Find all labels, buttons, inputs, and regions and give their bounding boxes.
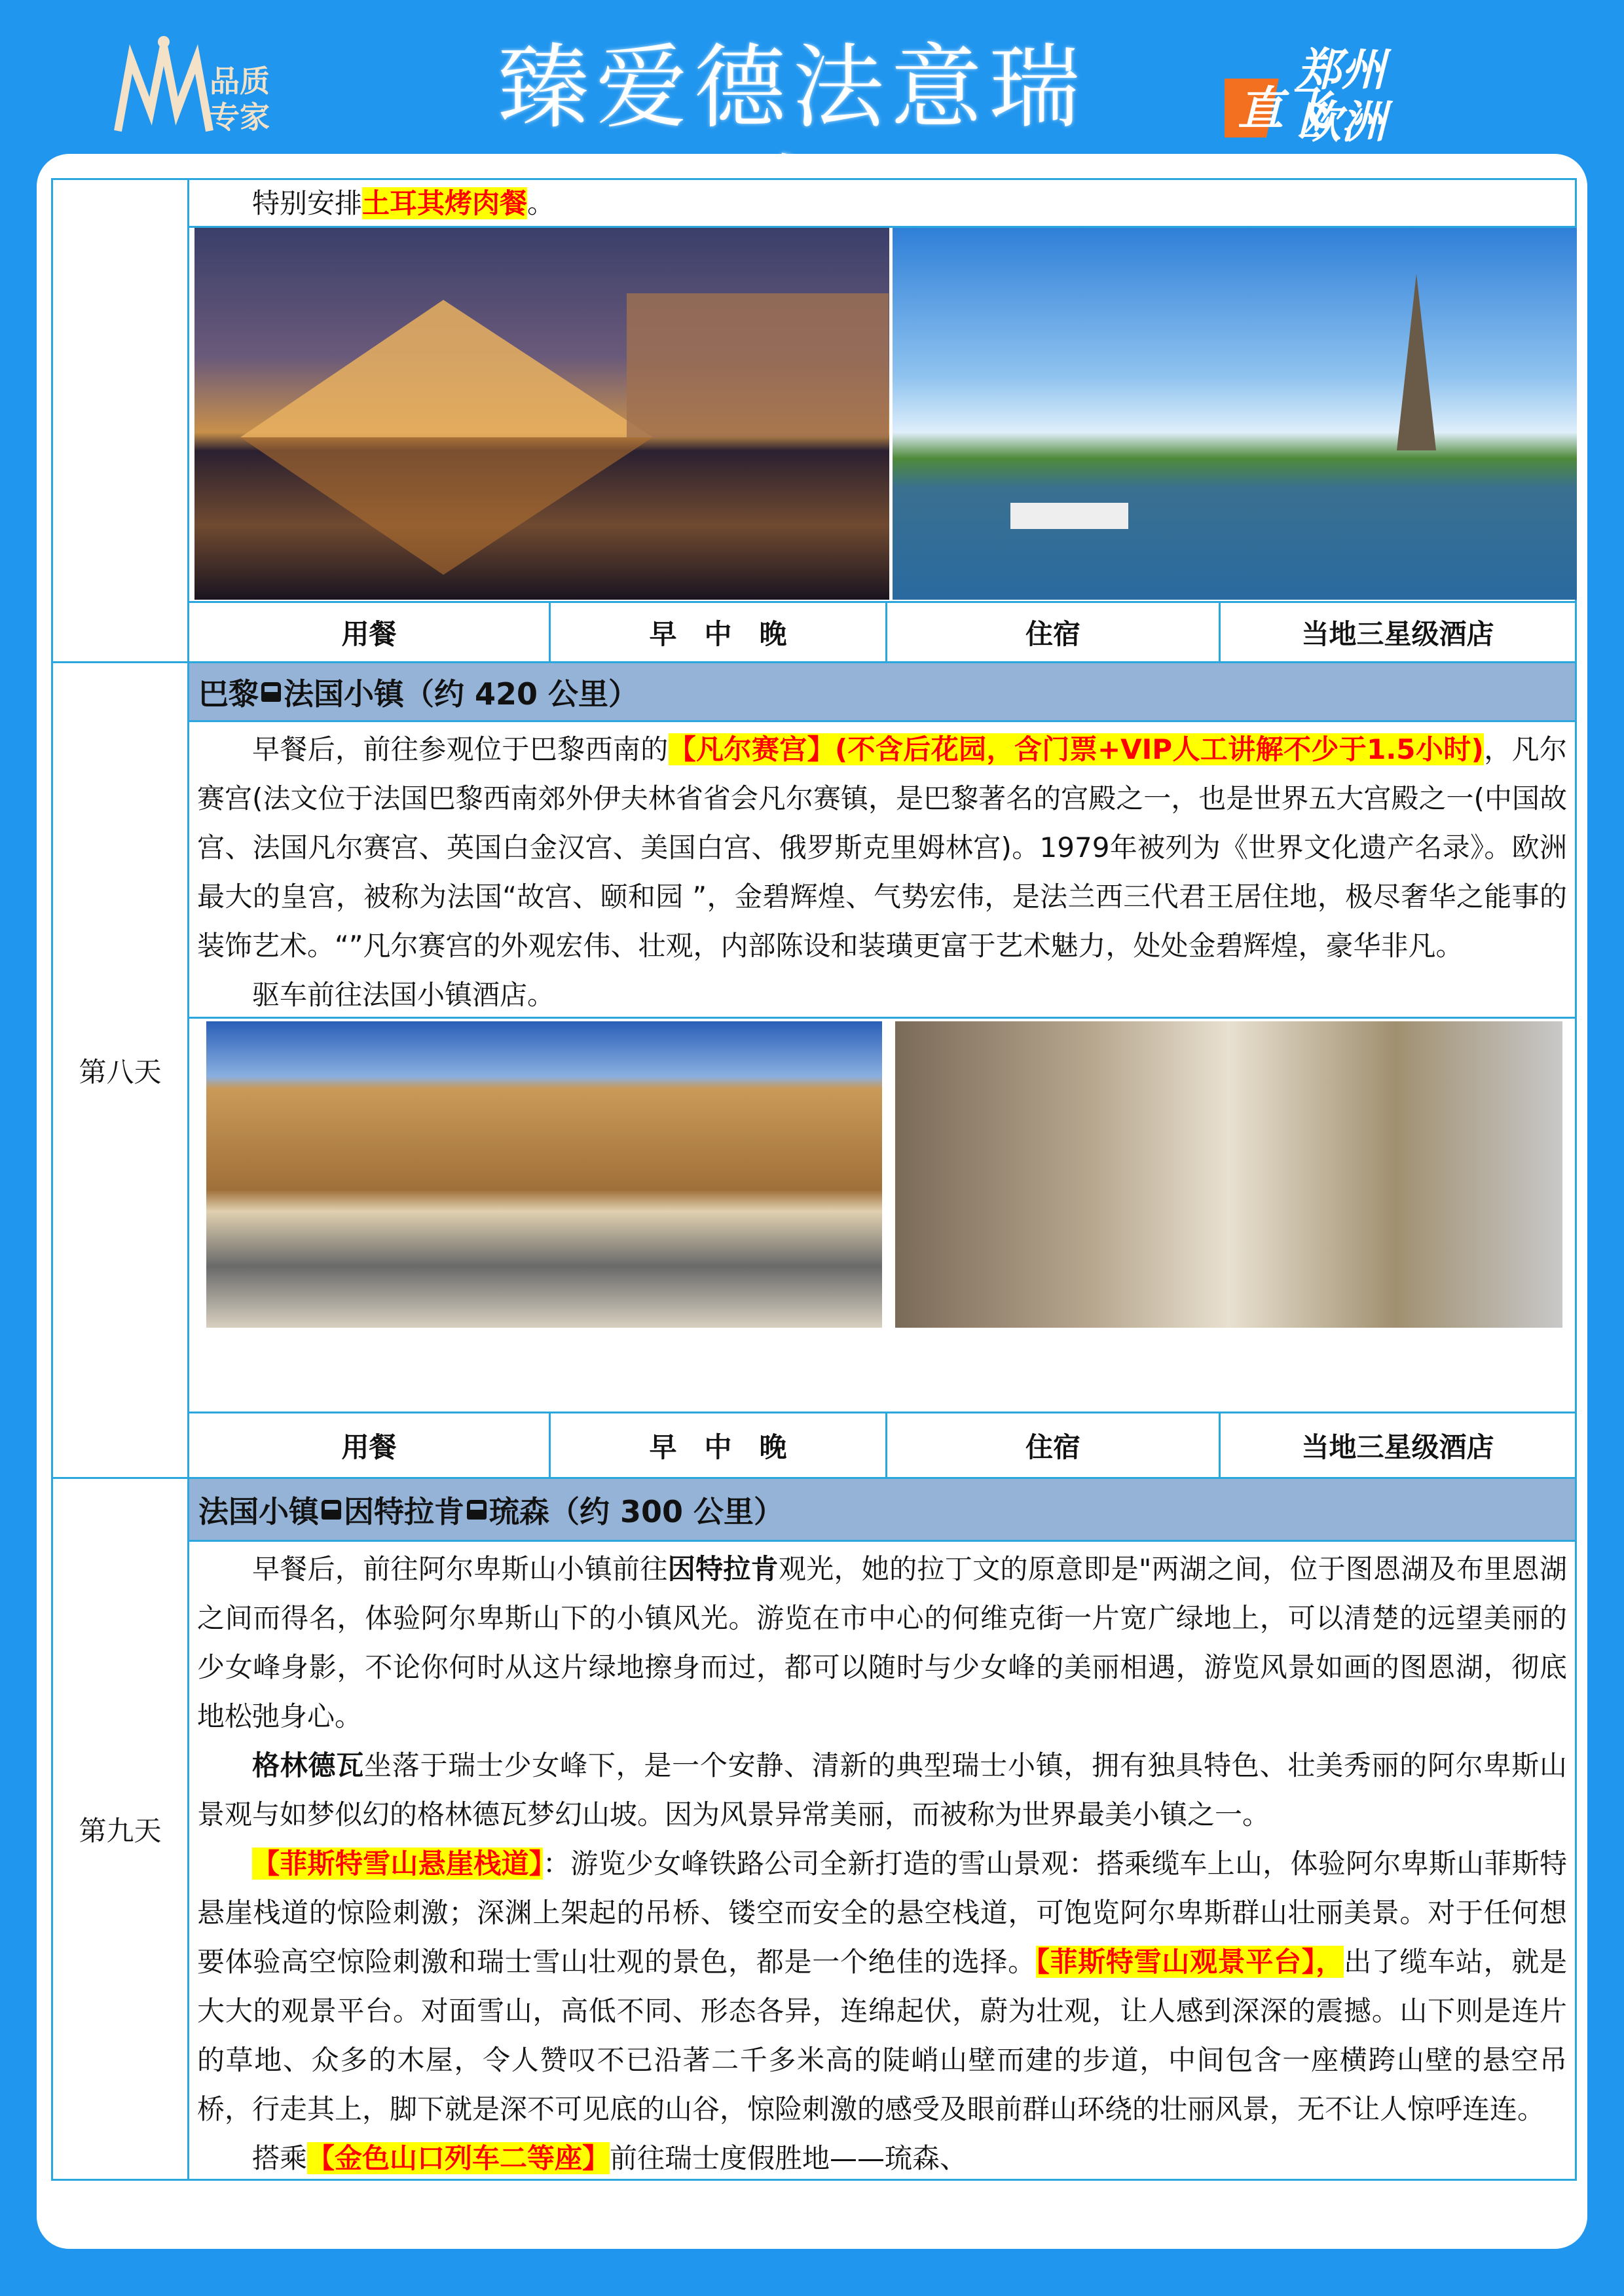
meals-label: 用餐 xyxy=(187,601,551,663)
day8-description xyxy=(187,720,1577,1019)
louvre-pyramid-photo xyxy=(194,228,889,600)
svg-text:直飞: 直飞 xyxy=(1238,82,1329,136)
page-title: 臻爱德法意瑞 xyxy=(497,35,1087,141)
desc-text: 观光，她的拉丁文的原意即是"两湖之间，位于图恩湖及布里恩湖之间而得名，体验阿尔卑斯山下的小镇风光。游览在市中心的何维克街一片宽广绿地上，可以清楚的远望美丽的少女峰身影，不论你何时从这片绿地擦身而过，都可以随时与少女峰的美丽相遇，游览风景如画的图恩湖，彻底地松弛身心。 xyxy=(197,1553,1567,1732)
desc-text: 坐落于瑞士少女峰下，是一个安静、清新的典型瑞士小镇，拥有独具特色、壮美秀丽的阿尔卑斯山景观与如梦似幻的格林德瓦梦幻山坡。因为风景异常美丽，而被称为世界最美小镇之一。 xyxy=(197,1749,1567,1831)
desc-hotel: 驱车前往法国小镇酒店。 xyxy=(252,979,555,1011)
versailles-palace-photo xyxy=(206,1021,882,1328)
stay-value: 当地三星级酒店 xyxy=(1219,601,1577,663)
brand-logo-left xyxy=(111,33,295,137)
desc-text: 前往瑞士度假胜地——琉森、 xyxy=(610,2142,968,2174)
highlight-meal: 土耳其烤肉餐 xyxy=(362,187,528,219)
crown-logo-icon xyxy=(111,33,295,137)
flight-logo-icon xyxy=(1225,26,1473,170)
route-origin: 法国小镇 xyxy=(198,1493,319,1529)
versailles-statue-photo xyxy=(895,1021,1562,1328)
desc-text: ：游览少女峰铁路公司全新打造的雪山景观：搭乘缆车上山，体验阿尔卑斯山菲斯特悬崖栈道的惊险刺激；深渊上架起的吊桥、镂空而安全的悬空栈道，可饱览阿尔卑斯群山壮丽美景。对于任何想要体验高空惊险刺激和瑞士雪山壮观的景色，都是一个绝佳的选择。 xyxy=(197,1848,1567,1978)
stay-label: 住宿 xyxy=(885,601,1221,663)
desc-text: 早餐后，前往阿尔卑斯山小镇前往 xyxy=(252,1553,668,1585)
stay-value: 当地三星级酒店 xyxy=(1219,1412,1577,1479)
highlight-first-viewing-platform: 【菲斯特雪山观景平台】， xyxy=(1035,1946,1344,1978)
highlight-golden-pass-train: 【金色山口列车二等座】 xyxy=(307,2142,610,2174)
desc-text: ，凡尔赛宫(法文位于法国巴黎西南郊外伊夫林省省会凡尔赛镇，是巴黎著名的宫殿之一，也是世界五大宫殿之一(中国故宫、法国凡尔赛宫、英国白金汉宫、美国白宫、俄罗斯克里姆林宫)。1979年被列为《世界文化遗产名录》。欧洲最大的皇宫，被称为法国“故宫、颐和园 ”，金碧辉煌、气势宏伟，是法兰西三代君王居住地，极尽奢华之能事的装饰艺术。“”凡尔赛宫的外观宏伟、壮观，内部陈设和装璜更富于艺术魅力，处处金碧辉煌，豪华非凡。 xyxy=(197,733,1567,962)
svg-text:品质: 品质 xyxy=(210,64,270,99)
day9-route-header xyxy=(187,1477,1577,1542)
eiffel-tower-seine-photo xyxy=(893,228,1577,600)
bus-icon xyxy=(261,682,281,702)
desc-text: 出了缆车站，就是大大的观景平台。对面雪山，高低不同、形态各异，连绵起伏，蔚为壮观，让人感到深深的震撼。山下则是连片的草地、众多的木屋，令人赞叹不已沿著二千多米高的陡峭山壁而建的步道，中间包含一座横跨山壁的悬空吊桥，行走其上，脚下就是深不可见底的山谷，惊险刺激的感受及眼前群山环绕的壮丽风景，无不让人惊呼连连。 xyxy=(197,1946,1567,2125)
bold-interlaken: 因特拉肯 xyxy=(667,1553,779,1585)
highlight-versailles: 【凡尔赛宫】(不含后花园，含门票+VIP人工讲解不少于1.5小时) xyxy=(668,733,1484,765)
meals-label: 用餐 xyxy=(187,1412,551,1479)
highlight-first-cliff-walk: 【菲斯特雪山悬崖栈道】 xyxy=(252,1848,544,1880)
desc-text: 早餐后，前往参观位于巴黎西南的 xyxy=(252,733,669,765)
brand-logo-right xyxy=(1225,26,1473,170)
day9-description xyxy=(187,1540,1577,2181)
svg-text:专家: 专家 xyxy=(210,100,270,135)
day-label-9: 第九天 xyxy=(51,1477,189,2181)
bold-grindelwald: 格林德瓦 xyxy=(252,1749,364,1781)
day8-route-header xyxy=(187,661,1577,722)
svg-text:郑州: 郑州 xyxy=(1297,45,1386,96)
day-label-8: 第八天 xyxy=(51,661,189,1479)
desc-text: 搭乘 xyxy=(252,2142,308,2174)
note-text: 特别安排 xyxy=(252,187,363,219)
svg-text:欧洲: 欧洲 xyxy=(1297,97,1386,149)
bus-icon xyxy=(467,1500,487,1520)
route-stop: 因特拉肯 xyxy=(344,1493,464,1529)
stay-label: 住宿 xyxy=(885,1412,1221,1479)
bus-icon xyxy=(322,1500,341,1520)
route-destination: 法国小镇（约 420 公里） xyxy=(284,676,639,712)
meals-value: 早 中 晚 xyxy=(549,1412,887,1479)
note-text-end: 。 xyxy=(527,187,555,219)
day-label-cell-empty xyxy=(51,178,189,663)
route-origin: 巴黎 xyxy=(198,676,259,712)
route-destination: 琉森（约 300 公里） xyxy=(489,1493,784,1529)
special-meal-note xyxy=(187,178,1577,228)
meals-value: 早 中 晚 xyxy=(549,601,887,663)
